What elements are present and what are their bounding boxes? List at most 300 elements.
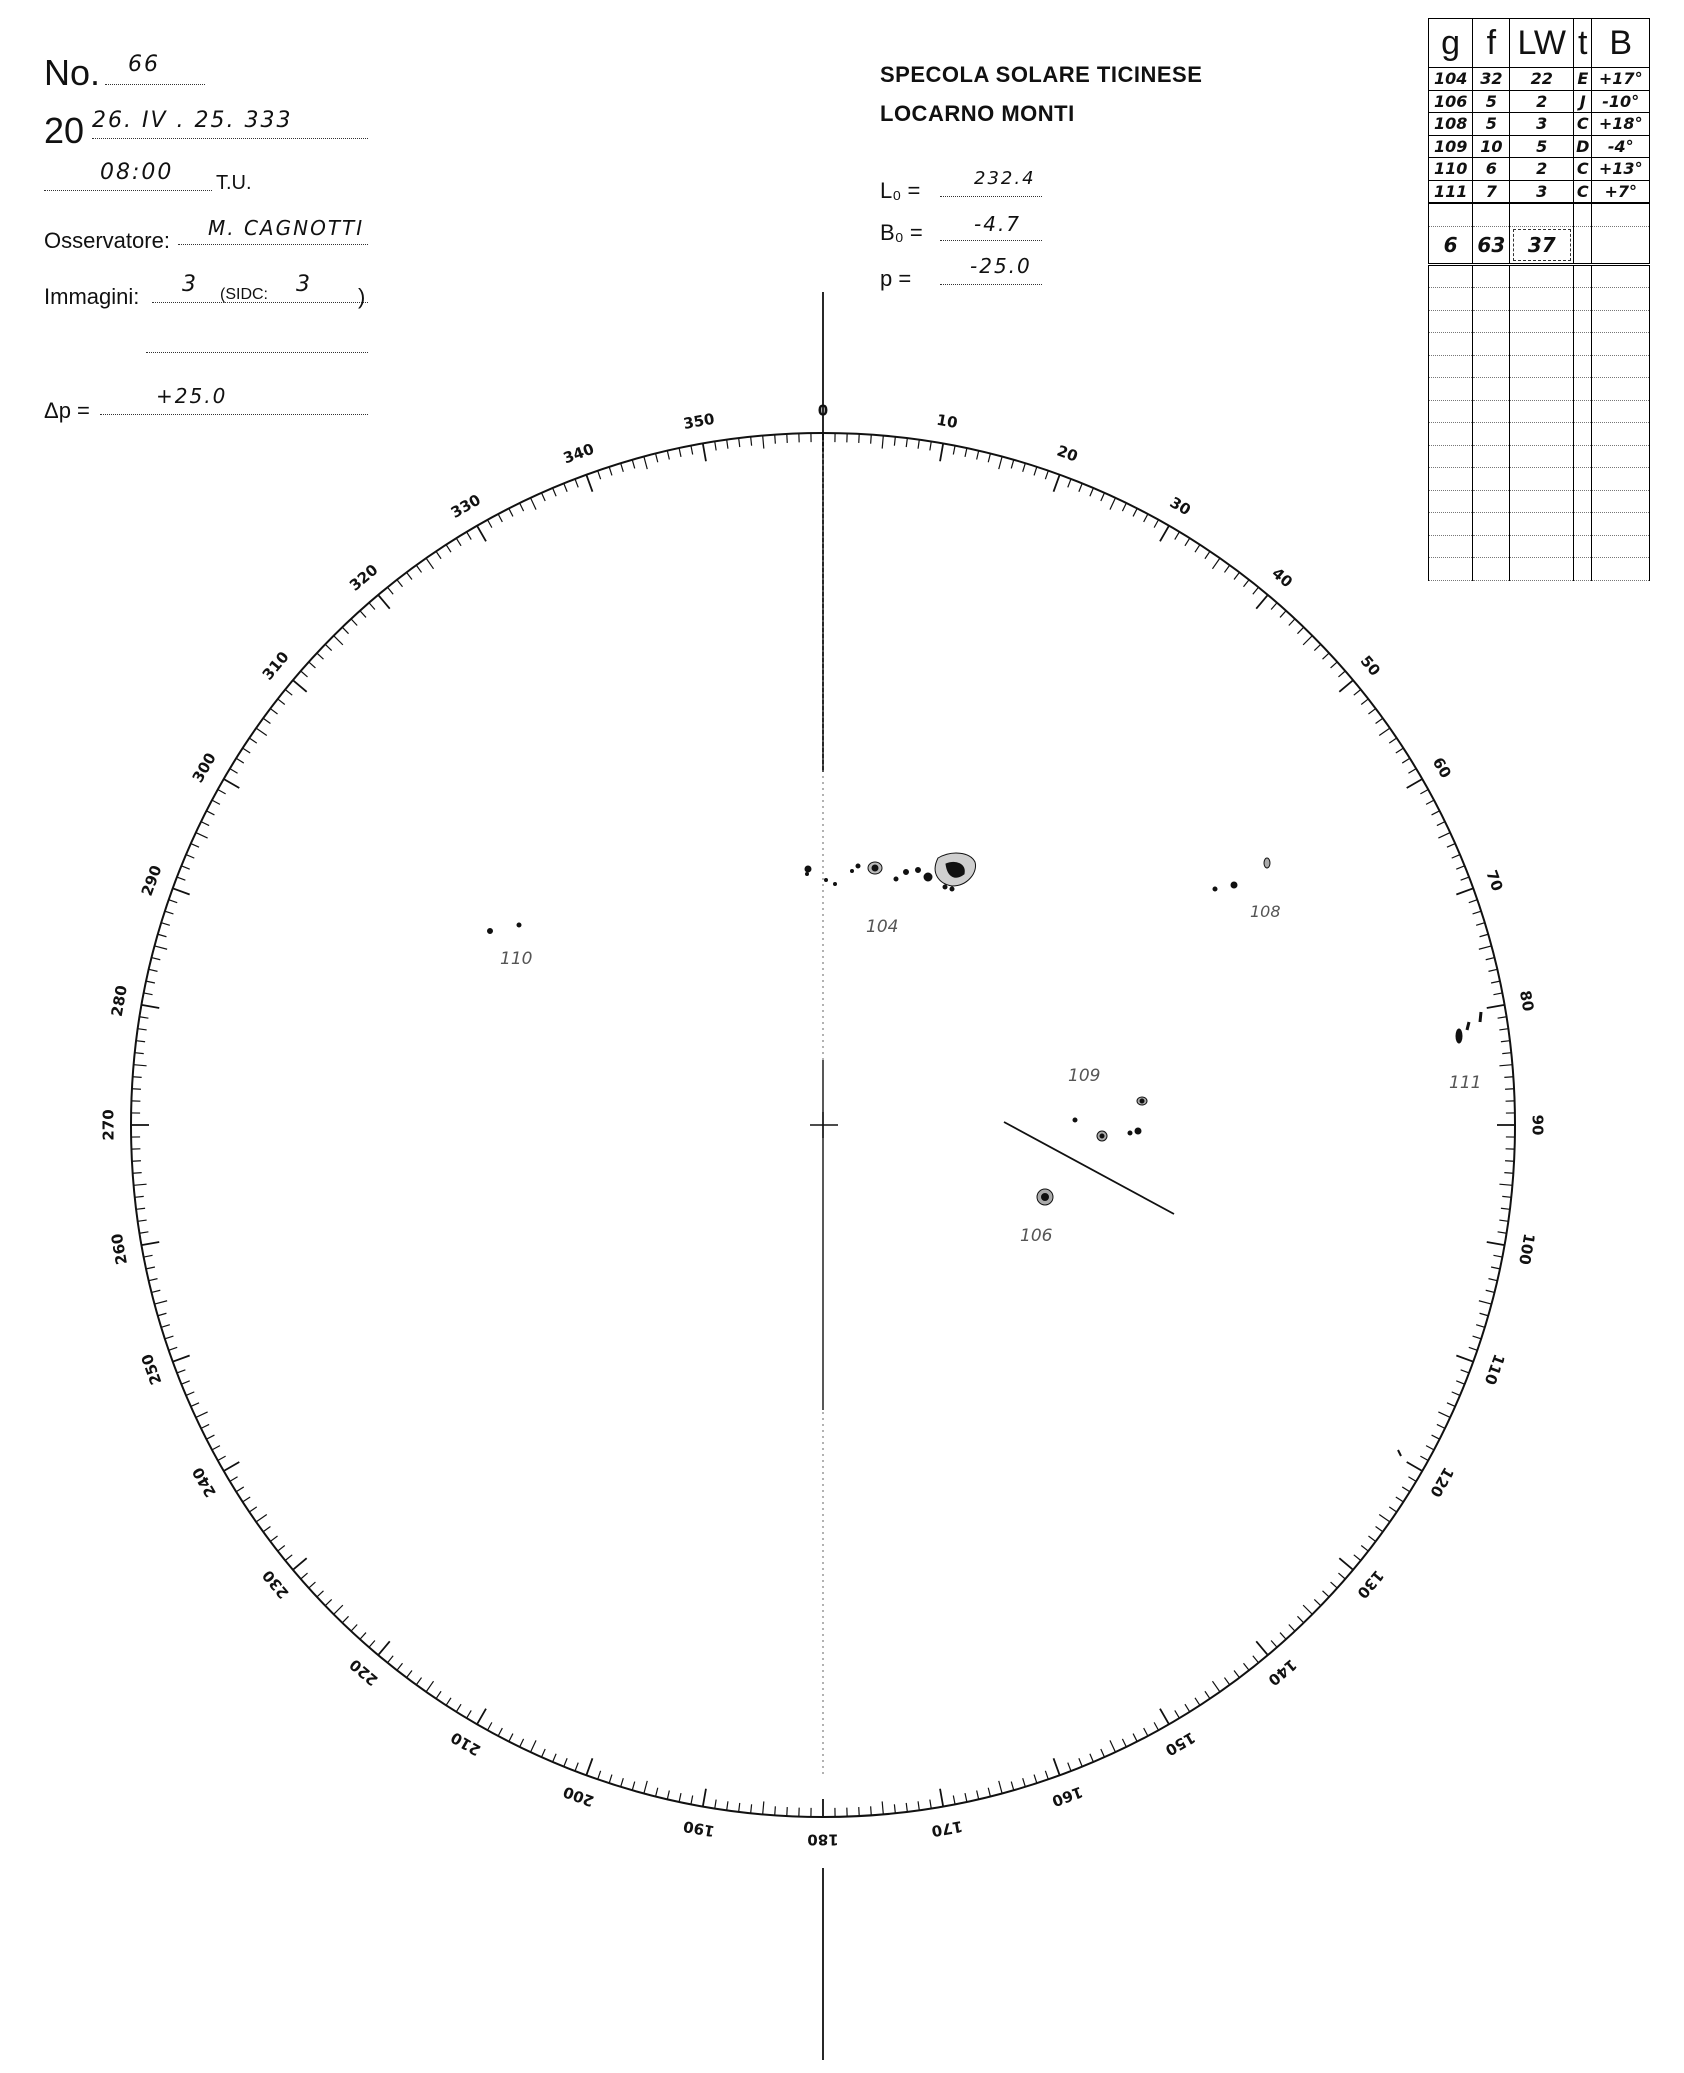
cell [1473, 288, 1510, 311]
cell [1510, 264, 1574, 288]
cell [1473, 468, 1510, 491]
scale-tick [715, 1800, 716, 1809]
header-b: B [1592, 19, 1650, 68]
scale-tick [1491, 981, 1500, 983]
cell: +13° [1592, 158, 1650, 181]
scale-tick [256, 728, 267, 735]
scale-tick [1452, 855, 1460, 859]
scale-tick [586, 475, 592, 492]
degree-label: 170 [930, 1817, 965, 1841]
scale-tick [1243, 580, 1249, 587]
cell [1510, 355, 1574, 378]
scale-tick [1479, 1301, 1492, 1304]
scale-tick [1379, 1514, 1390, 1521]
scale-tick [1469, 1347, 1478, 1350]
scale-tick [1499, 1220, 1508, 1221]
scale-tick [644, 1781, 647, 1794]
scale-tick [965, 448, 967, 457]
scale-tick [1338, 1573, 1345, 1579]
scale-tick [317, 653, 324, 659]
scale-tick [1476, 1325, 1485, 1328]
degree-label: 280 [107, 983, 131, 1018]
scale-tick [149, 969, 158, 971]
scale-tick [1338, 671, 1345, 677]
scale-tick [270, 709, 277, 714]
scale-tick [1289, 619, 1295, 626]
scale-tick [388, 587, 394, 594]
scale-tick [906, 438, 907, 447]
scale-tick [621, 463, 624, 472]
degree-label: 0 [817, 401, 829, 420]
cell: 3 [1510, 113, 1574, 136]
scale-tick [224, 1462, 240, 1471]
cell [1429, 310, 1473, 333]
scale-tick [598, 471, 601, 480]
scale-tick [656, 454, 658, 463]
cell: D [1574, 135, 1592, 158]
degree-label: 160 [1049, 1782, 1086, 1811]
degree-label: 30 [1166, 493, 1194, 520]
scale-tick [196, 1412, 208, 1417]
scale-tick [360, 1633, 366, 1640]
header-f: f [1473, 19, 1510, 68]
scale-tick [953, 1795, 955, 1804]
scale-tick [1432, 811, 1440, 815]
cell [1510, 378, 1574, 401]
disc-outline [131, 433, 1515, 1817]
dp-line [100, 414, 368, 415]
cell [1510, 468, 1574, 491]
scale-tick [169, 900, 178, 903]
scale-tick [918, 1801, 919, 1810]
scale-tick [397, 580, 403, 587]
degree-label: 230 [258, 1566, 293, 1603]
scale-tick [1361, 1545, 1368, 1551]
scale-tick [1045, 1771, 1048, 1780]
degree-label: 180 [807, 1830, 839, 1849]
scale-tick [1361, 699, 1368, 705]
scale-tick [140, 1232, 149, 1233]
cell [1429, 558, 1473, 581]
degree-label: 10 [935, 410, 959, 433]
scale-tick [456, 538, 461, 546]
scale-tick [477, 1709, 486, 1725]
scale-tick [1480, 934, 1489, 936]
cell [1592, 513, 1650, 536]
scale-tick [531, 498, 536, 510]
observer-label: Osservatore: [44, 228, 170, 253]
degree-label: 190 [681, 1817, 716, 1841]
cell [1592, 378, 1650, 401]
time-value: 08:00 [100, 160, 174, 185]
scale-tick [140, 1017, 149, 1018]
scale-tick [436, 1691, 441, 1698]
cell: 111 [1429, 180, 1473, 203]
l0-label: L₀ = [880, 178, 921, 203]
stray-mark [1398, 1450, 1401, 1456]
scale-tick [1376, 1526, 1383, 1531]
scale-tick [186, 855, 194, 859]
number-line [105, 84, 205, 85]
scale-tick [177, 1370, 185, 1373]
number-prefix: No. [44, 52, 101, 93]
cell [1592, 445, 1650, 468]
cell: 10 [1473, 135, 1510, 158]
cell [1429, 513, 1473, 536]
scale-tick [201, 1424, 209, 1428]
scale-tick [191, 844, 199, 848]
scale-tick [575, 1763, 578, 1771]
scale-tick [739, 438, 740, 447]
scale-tick [1195, 1698, 1200, 1706]
degree-label: 250 [137, 1351, 166, 1388]
scale-tick [520, 1739, 524, 1747]
group-label-106: 106 [1020, 1226, 1053, 1246]
table-row [1429, 333, 1650, 356]
cell [1510, 400, 1574, 423]
scale-tick [1212, 558, 1219, 569]
table-row [1429, 445, 1650, 468]
scale-tick [1175, 1710, 1180, 1718]
cell [1574, 558, 1592, 581]
table-row [1429, 158, 1650, 181]
scale-tick [1379, 728, 1390, 735]
degree-label: 70 [1482, 867, 1507, 894]
scale-tick [703, 1789, 706, 1807]
scale-tick [1402, 1487, 1410, 1492]
scale-tick [230, 769, 238, 774]
p-label: p = [880, 266, 912, 291]
table-row [1429, 468, 1650, 491]
p-line [940, 284, 1042, 285]
cell: E [1574, 68, 1592, 91]
scale-tick [351, 619, 357, 626]
degree-label: 20 [1054, 441, 1081, 466]
cell [1429, 468, 1473, 491]
cell [1429, 535, 1473, 558]
institution-line1: SPECOLA SOLARE TICINESE [880, 62, 1203, 87]
cell: +18° [1592, 113, 1650, 136]
time-unit: T.U. [216, 172, 252, 194]
sunspot-group-111 [1456, 1012, 1481, 1043]
table-row [1429, 490, 1650, 513]
scale-tick [894, 437, 895, 446]
scale-tick [1452, 1392, 1460, 1396]
dp-label: Δp = [44, 398, 90, 423]
scale-tick [1054, 475, 1060, 492]
cell [1574, 468, 1592, 491]
scale-tick [426, 1681, 433, 1692]
cell [1429, 355, 1473, 378]
b0-label: B₀ = [880, 220, 923, 245]
scale-tick [1456, 1356, 1473, 1362]
scale-tick [644, 457, 647, 470]
scale-tick [727, 1801, 728, 1810]
cell [1574, 264, 1592, 288]
scale-tick [609, 1775, 612, 1784]
scale-tick [342, 627, 348, 633]
scale-tick [1331, 1582, 1338, 1588]
table-row [1429, 535, 1650, 558]
scale-tick [621, 1778, 624, 1787]
scale-tick [1486, 1290, 1495, 1292]
degree-label: 270 [99, 1109, 118, 1141]
cell [1473, 490, 1510, 513]
scale-tick [256, 1514, 267, 1521]
scale-tick [301, 1573, 308, 1579]
scale-tick [553, 488, 557, 496]
scale-tick [317, 1591, 324, 1597]
cell [1574, 513, 1592, 536]
total-lw: 37 [1510, 226, 1574, 264]
scale-tick [1504, 1077, 1513, 1078]
cell [1592, 535, 1650, 558]
scale-tick [679, 1793, 681, 1802]
scale-tick [249, 1507, 256, 1512]
scale-tick [763, 436, 764, 449]
scale-tick [1160, 526, 1169, 542]
scale-tick [542, 493, 546, 501]
scale-tick [999, 457, 1002, 470]
cell: 5 [1473, 113, 1510, 136]
scale-tick [1461, 1370, 1469, 1373]
scale-tick [1011, 460, 1013, 469]
group-label-109: 109 [1068, 1066, 1101, 1086]
scale-tick [243, 748, 251, 753]
scale-tick [1479, 946, 1492, 949]
sunspot-group-106 [1037, 1189, 1053, 1205]
scale-tick [1122, 1739, 1126, 1747]
scale-tick [1487, 1242, 1505, 1245]
group-table [1428, 18, 1650, 581]
scale-tick [1034, 1775, 1037, 1784]
scale-tick [206, 1435, 214, 1439]
scale-tick [1271, 1640, 1277, 1647]
scale-tick [1234, 1670, 1239, 1677]
scale-tick [360, 611, 366, 618]
scale-tick [309, 662, 316, 668]
scale-tick [1303, 1605, 1312, 1614]
sidc-label: (SIDC: [220, 286, 268, 303]
scale-tick [906, 1803, 907, 1812]
table-row [1429, 558, 1650, 581]
scale-tick [1480, 1313, 1489, 1315]
scale-tick [149, 1279, 158, 1281]
scale-tick [1501, 1208, 1510, 1209]
degree-scale [131, 433, 1515, 1817]
cell: 5 [1473, 90, 1510, 113]
scale-tick [1224, 1678, 1229, 1685]
cell [1429, 333, 1473, 356]
scale-tick [136, 1041, 145, 1042]
scale-tick [703, 444, 706, 462]
scale-tick [667, 451, 669, 460]
degree-label: 60 [1428, 754, 1455, 782]
institution-line2: LOCARNO MONTI [880, 101, 1075, 126]
scale-tick [467, 532, 472, 540]
scale-tick [236, 758, 244, 763]
scale-tick [1499, 1065, 1512, 1066]
table-header-row [1429, 19, 1650, 68]
scale-tick [1314, 644, 1320, 650]
scale-tick [388, 1656, 394, 1663]
table-row [1429, 203, 1650, 226]
cell: 6 [1473, 158, 1510, 181]
scale-tick [293, 1558, 307, 1570]
scale-tick [446, 1698, 451, 1706]
scale-tick [133, 1077, 142, 1078]
scale-tick [334, 1605, 343, 1614]
degree-label: 210 [447, 1728, 484, 1760]
degree-label: 200 [560, 1782, 597, 1811]
cell [1592, 490, 1650, 513]
scale-tick [144, 993, 153, 995]
scale-tick [325, 1599, 331, 1605]
scale-tick [1437, 1424, 1445, 1428]
scale-tick [488, 1722, 492, 1730]
scale-tick [278, 1545, 285, 1551]
cell [1592, 310, 1650, 333]
scale-tick [940, 1789, 943, 1807]
scale-tick [775, 1806, 776, 1815]
sunspot-group-110 [488, 923, 522, 934]
scale-tick [407, 1670, 412, 1677]
scale-tick [1090, 1754, 1094, 1762]
degree-label: 120 [1426, 1464, 1458, 1501]
scale-tick [1438, 833, 1450, 838]
cell: -10° [1592, 90, 1650, 113]
degree-label: 50 [1356, 651, 1384, 680]
scale-tick [1323, 1591, 1330, 1597]
images-label: Immagini: [44, 284, 140, 309]
cell [1510, 288, 1574, 311]
scale-tick [263, 1526, 270, 1531]
scale-tick [1469, 900, 1478, 903]
degree-label: 310 [258, 647, 293, 684]
scale-tick [1101, 493, 1105, 501]
scale-tick [1504, 1173, 1513, 1174]
scale-tick [155, 946, 168, 949]
scale-tick [138, 1220, 147, 1221]
scale-tick [212, 1446, 220, 1450]
cell [1429, 490, 1473, 513]
cell [1510, 535, 1574, 558]
scale-tick [751, 1804, 752, 1813]
scale-tick [426, 558, 433, 569]
scale-tick [1289, 1625, 1295, 1632]
l0-value: 232.4 [974, 168, 1036, 189]
scale-tick [191, 1403, 199, 1407]
cell [1510, 490, 1574, 513]
cell [1574, 288, 1592, 311]
header-g: g [1429, 19, 1473, 68]
date-value: 26. IV . 25. 333 [92, 108, 293, 133]
degree-label: 340 [560, 439, 597, 468]
scale-tick [1447, 1403, 1455, 1407]
scale-tick [212, 800, 220, 804]
degree-label: 100 [1515, 1232, 1539, 1267]
cell [1510, 558, 1574, 581]
scale-tick [930, 442, 931, 451]
scale-tick [882, 1801, 883, 1814]
scale-tick [1488, 969, 1497, 971]
degree-label: 330 [447, 490, 484, 522]
scale-tick [1461, 877, 1469, 880]
scale-tick [467, 1710, 472, 1718]
l0-line [940, 196, 1042, 197]
cell: 5 [1510, 135, 1574, 158]
scale-tick [334, 636, 343, 645]
scale-tick [1407, 779, 1423, 788]
cell [1473, 355, 1510, 378]
scale-tick [161, 923, 170, 926]
scale-tick [301, 671, 308, 677]
scale-tick [1195, 545, 1200, 553]
scale-tick [1224, 565, 1229, 572]
scale-tick [1396, 748, 1404, 753]
scale-tick [416, 1678, 421, 1685]
scale-tick [1253, 587, 1259, 594]
scale-tick [1133, 1734, 1137, 1742]
cell [1592, 288, 1650, 311]
scale-tick [751, 437, 752, 446]
scale-tick [1212, 1681, 1219, 1692]
scale-tick [351, 1625, 357, 1632]
scale-tick [1243, 1663, 1249, 1670]
scale-tick [158, 1313, 167, 1315]
scale-tick [263, 718, 270, 723]
group-label-104: 104 [866, 917, 899, 937]
cell [1574, 535, 1592, 558]
scale-tick [158, 934, 167, 936]
scale-tick [1488, 1279, 1497, 1281]
cell [1574, 310, 1592, 333]
table-row [1429, 68, 1650, 91]
observer-line [178, 244, 368, 245]
scale-tick [1502, 1053, 1511, 1054]
scale-tick [1256, 595, 1268, 609]
scale-tick [378, 1641, 390, 1655]
scale-tick [165, 911, 174, 914]
cell [1592, 423, 1650, 446]
images-value: 3 [182, 272, 198, 297]
scale-tick [416, 565, 421, 572]
scale-tick [1432, 1435, 1440, 1439]
scale-tick [138, 1029, 147, 1030]
scale-tick [667, 1790, 669, 1799]
scale-tick [727, 440, 728, 449]
header-t: t [1574, 19, 1592, 68]
date-line [92, 138, 368, 139]
scale-tick [1144, 1728, 1148, 1736]
group-109-axis-line [1004, 1122, 1174, 1214]
scale-tick [632, 1782, 634, 1791]
scale-tick [181, 1381, 189, 1384]
cell [1429, 445, 1473, 468]
scale-tick [598, 1771, 601, 1780]
scale-tick [520, 503, 524, 511]
scale-tick [1011, 1782, 1013, 1791]
degree-labels [100, 402, 1547, 1849]
cell [1574, 400, 1592, 423]
cell [1574, 378, 1592, 401]
cell: 106 [1429, 90, 1473, 113]
scale-tick [165, 1336, 174, 1339]
scale-tick [369, 603, 375, 610]
scale-tick [206, 811, 214, 815]
cell [1574, 355, 1592, 378]
cell [1429, 400, 1473, 423]
